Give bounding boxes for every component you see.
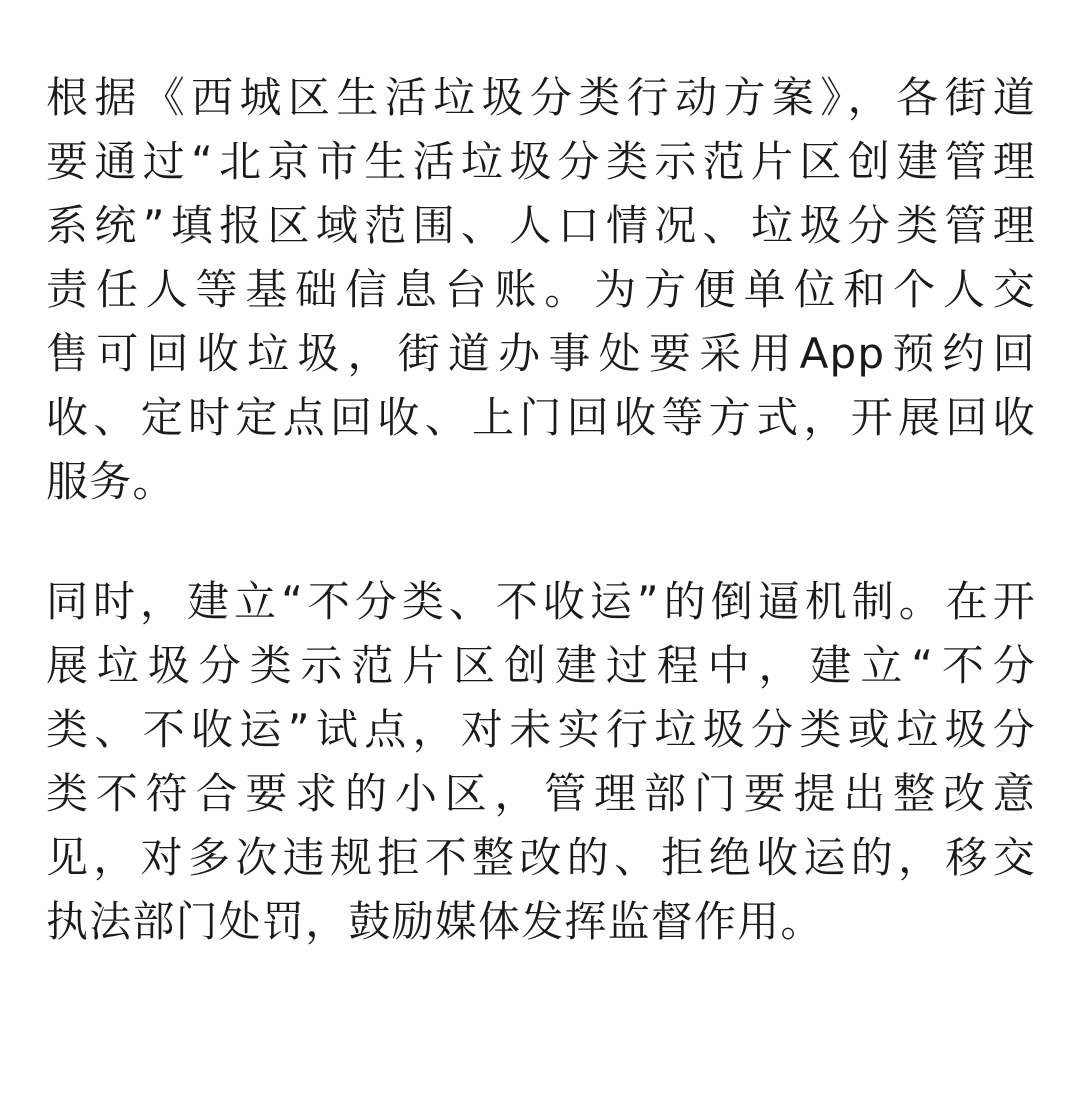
paragraph-1-line: 根据《西城区生活垃圾分类行动方案》，各街道	[46, 73, 1036, 122]
paragraph-2-line: 执法部门处罚，鼓励媒体发挥监督作用。	[46, 897, 824, 946]
paragraph-1-line: 要通过“北京市生活垃圾分类示范片区创建管理	[46, 137, 1036, 186]
article-body	[46, 66, 1036, 954]
paragraph-2	[46, 570, 1036, 954]
paragraph-2-line: 见，对多次违规拒不整改的、拒绝收运的，移交	[46, 833, 1036, 882]
paragraph-1	[46, 66, 1036, 514]
paragraph-2-line: 展垃圾分类示范片区创建过程中，建立“不分	[46, 641, 1036, 690]
paragraph-2-line: 同时，建立“不分类、不收运”的倒逼机制。在开	[46, 577, 1036, 626]
paragraph-1-line: 责任人等基础信息台账。为方便单位和个人交	[46, 265, 1036, 314]
paragraph-2-line: 类不符合要求的小区，管理部门要提出整改意	[46, 769, 1036, 818]
paragraph-1-line: 收、定时定点回收、上门回收等方式，开展回收	[46, 393, 1036, 442]
paragraph-1-line: 系统”填报区域范围、人口情况、垃圾分类管理	[46, 201, 1036, 250]
paragraph-1-line: 服务。	[46, 457, 176, 506]
paragraph-1-line: 售可回收垃圾，街道办事处要采用App预约回	[46, 329, 1036, 378]
paragraph-2-line: 类、不收运”试点，对未实行垃圾分类或垃圾分	[46, 705, 1036, 754]
